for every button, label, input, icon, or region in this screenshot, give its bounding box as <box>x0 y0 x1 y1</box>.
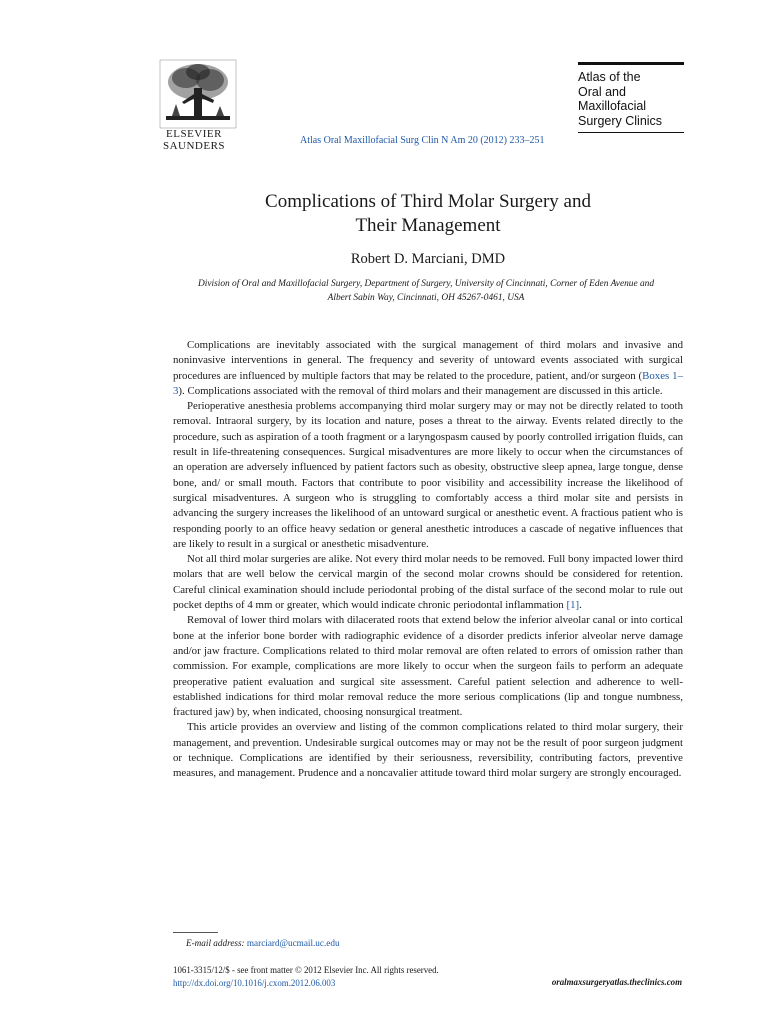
article-author: Robert D. Marciani, DMD <box>350 251 506 267</box>
journal-rule-top <box>578 62 684 65</box>
body-text: . <box>579 599 582 612</box>
body-paragraph <box>173 552 683 613</box>
journal-title-line: Maxillofacial <box>578 99 647 113</box>
boxes-reference-link[interactable]: Boxes 1–3 <box>173 369 683 397</box>
journal-title-line: Atlas of the <box>578 70 641 84</box>
elsevier-tree-icon <box>158 58 238 130</box>
body-text: Complications are inevitably associated with the surgical management of third molars and invasive and noninvasive interventions in general. The frequency and severity of untoward events associated with surgical procedures are influenced by multiple factors that may be related to the procedure, patient, and/or surgeon ( <box>173 339 683 382</box>
footnote-divider <box>173 932 218 933</box>
journal-website[interactable]: oralmaxsurgeryatlas.theclinics.com <box>551 977 682 987</box>
publisher-logo <box>158 58 238 152</box>
body-paragraph <box>173 338 683 399</box>
copyright-block <box>173 964 439 990</box>
affiliation-line: Division of Oral and Maxillofacial Surgery, Department of Surgery, University of Cincinnati, Corner of Eden Avenue and <box>197 279 655 289</box>
affiliation-line: Albert Sabin Way, Cincinnati, OH 45267-0461, USA <box>327 293 525 303</box>
publisher-imprint: SAUNDERS <box>162 140 226 152</box>
body-paragraph: Perioperative anesthesia problems accompanying third molar surgery may or may not be directly related to tooth removal. Intraoral surgery, by its location and nature, poses a threat to the airway. Events related directly to the procedure, such as aspiration of a tooth fragment or a laryngospasm caused by poorly controlled irrigation fluids, can result in life-threatening consequences. Surgical misadventures are more likely to occur when the circumstances of an operation are adversely influenced by patient factors such as obesity, obstructive sleep apnea, large tongue, dense bone, and/ or small mouth. Factors that contribute to poor visibility and accessibility increase the likelihood of surgical misadventures. A surgeon who is struggling to comfortably access a third molar site and persists in advancing the surgery increases the likelihood of an untoward surgical or anesthetic event. A fractious patient who is responding poorly to an office heavy sedation or general anesthetic introduces a cascade of negative influences that are likely to result in a surgical or anesthetic misadventure. <box>173 400 683 550</box>
journal-citation[interactable]: Atlas Oral Maxillofacial Surg Clin N Am 20 (2012) 233–251 <box>300 135 545 146</box>
doi-link[interactable]: http://dx.doi.org/10.1016/j.cxom.2012.06.003 <box>173 978 336 988</box>
journal-title <box>578 70 684 128</box>
citation-reference-link[interactable]: [1] <box>566 599 580 612</box>
author-affiliation <box>172 277 680 305</box>
body-paragraph: Removal of lower third molars with dilacerated roots that extend below the inferior alveolar canal or into cortical bone at the inferior bone border with radiographic evidence of a disorder predicts inferior alveolar nerve damage and/or jaw fracture. Complications related to third molar removal are often related to errors of omission rather than commission. For example, complications are more likely to occur when the surgeon fails to perform an adequate preoperative patient evaluation and surgical site assessment. Careful patient selection and adherence to well-established indications for third molar removal reduce the more serious complications (lip and tongue numbness, fractured jaw) by, when indicated, choosing nonsurgical treatment. <box>173 614 683 719</box>
body-text: Not all third molar surgeries are alike. Not every third molar needs to be removed. Full bony impacted lower third molars that are well below the cervical margin of the second molar crowns should be considered for retention. Careful clinical examination should include periodontal probing of the distal surface of the second molar to rule out pocket depths of 4 mm or greater, which would indicate chronic periodontal inflammation <box>173 553 683 612</box>
journal-title-line: Oral and <box>578 84 626 99</box>
author-email-link[interactable]: marciard@ucmail.uc.edu <box>246 938 340 948</box>
body-text: ). Complications associated with the removal of third molars and their management are discussed in this article. <box>178 384 663 397</box>
journal-rule-bottom <box>578 132 684 133</box>
author-email-footnote <box>186 938 340 948</box>
article-title-line: Complications of Third Molar Surgery and <box>265 191 591 212</box>
journal-title-box <box>578 62 684 133</box>
article-body <box>173 338 683 782</box>
email-label: E-mail address: <box>186 938 245 948</box>
article-title-line: Their Management <box>355 215 501 236</box>
journal-title-line: Surgery Clinics <box>578 113 663 128</box>
body-paragraph: This article provides an overview and listing of the common complications related to third molar surgery, their management, and prevention. Undesirable surgical outcomes may or may not be the result of poor surgeon judgment or technique. Complications are identified by their seriousness, reversibility, contributing factors, preventive measures, and management. Prudence and a noncavalier attitude toward third molar surgery are strongly encouraged. <box>173 721 683 780</box>
issn-copyright: 1061-3315/12/$ - see front matter © 2012 Elsevier Inc. All rights reserved. <box>173 965 439 975</box>
publisher-name: ELSEVIER <box>166 128 222 140</box>
article-title <box>173 190 683 238</box>
